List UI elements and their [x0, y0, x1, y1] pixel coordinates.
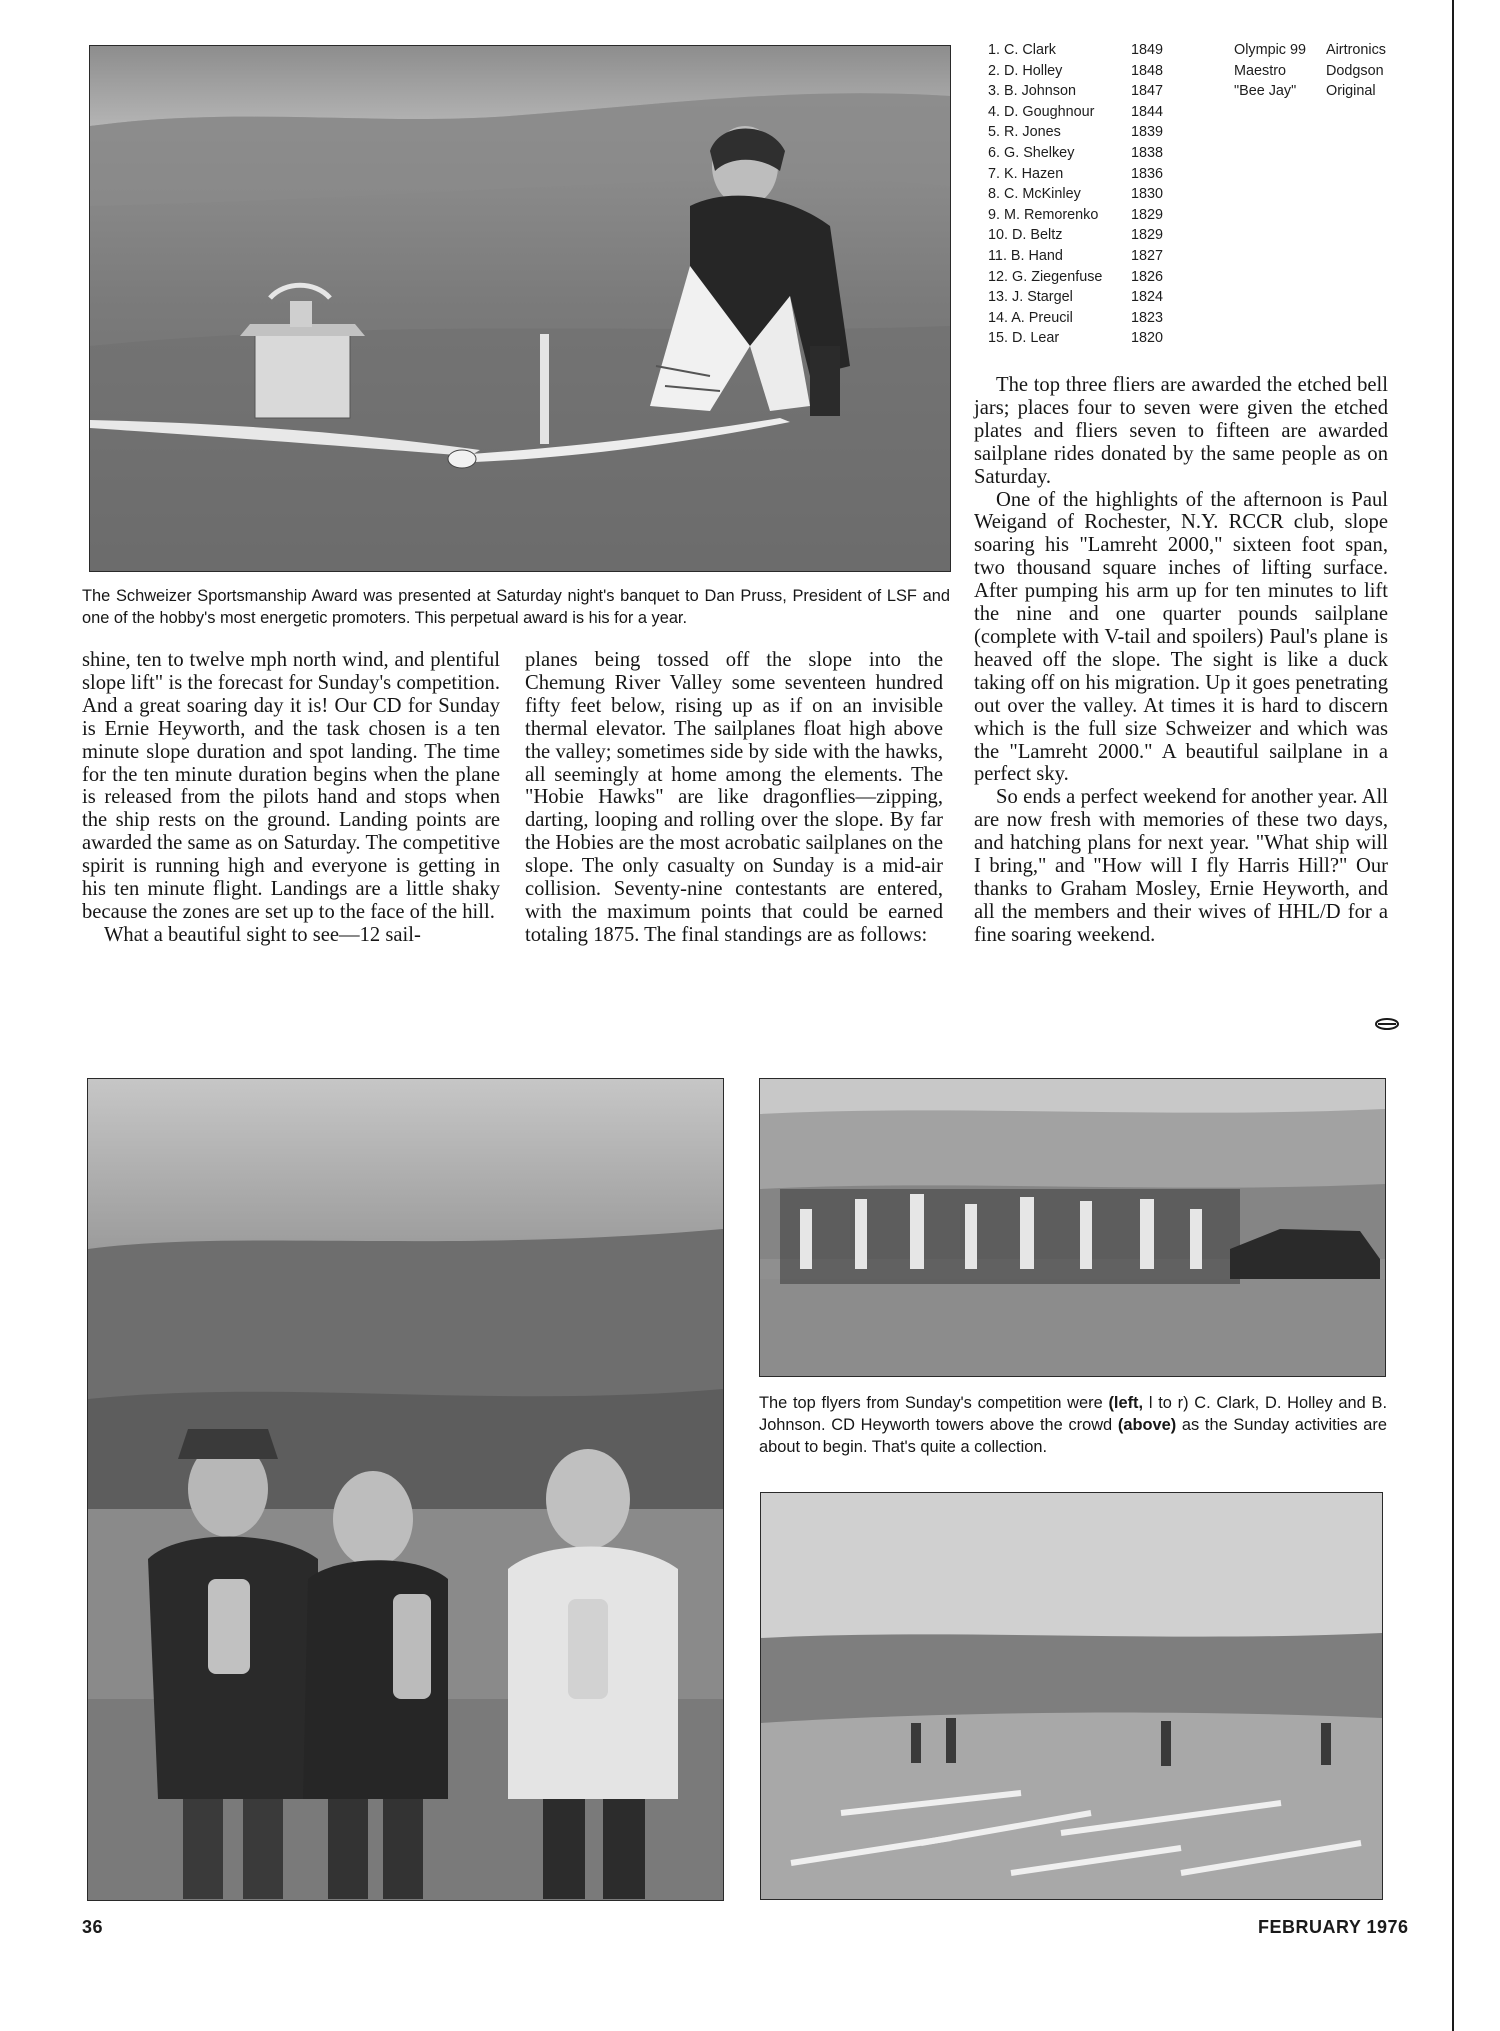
- standings-row: [988, 164, 1183, 185]
- standings-name: 14. A. Preucil: [988, 309, 1073, 326]
- article-column-3: [974, 374, 1388, 947]
- standings-row: [988, 225, 1183, 246]
- plane-maker: Original: [1326, 83, 1376, 100]
- standings-row: [988, 143, 1183, 164]
- standings-score: 1849: [1131, 42, 1164, 58]
- standings-name: 6. G. Shelkey: [988, 144, 1075, 161]
- standings-row: [988, 102, 1183, 123]
- standings-row: [988, 122, 1183, 143]
- article-column-1: [82, 649, 500, 947]
- article-column-2: [525, 649, 943, 947]
- standings-name: 11. B. Hand: [988, 247, 1063, 264]
- standings-score: 1844: [1131, 103, 1164, 120]
- page-number: 36: [82, 1917, 104, 1937]
- col3-paragraph-2: One of the highlights of the afternoon is Paul Weigand of Rochester, N.Y. RCCR club, slope soaring his "Lamreht 2000," sixteen foot span, two thousand square inches of lifting surface. After pumping his arm up for ten minutes to lift the nine and one quarter pounds sailplane (complete with V-tail and spoilers) Paul's plane is heaved off the slope. The sight is like a duck taking off on his migration. Up it goes penetrating out over the valley. At times it is hard to discern which is the full size Schweizer and which was the "Lamreht 2000." A beautiful sailplane in a perfect sky.: [974, 488, 1388, 786]
- standings-name: 12. G. Ziegenfuse: [988, 268, 1103, 285]
- standings-row: [988, 267, 1183, 288]
- standings-name: 15. D. Lear: [988, 330, 1060, 347]
- standings-score: 1838: [1131, 144, 1164, 161]
- page-edge-rule: [1452, 0, 1454, 2031]
- standings-row: [988, 246, 1183, 267]
- plane-name: "Bee Jay": [1234, 83, 1297, 100]
- standings-score: 1827: [1131, 247, 1164, 264]
- photo-award-presentation: [89, 45, 951, 572]
- end-of-article-mark: [1375, 1018, 1399, 1030]
- standings-name: 2. D. Holley: [988, 62, 1063, 79]
- standings-score: 1848: [1131, 62, 1164, 79]
- standings-score: 1823: [1131, 309, 1164, 326]
- plane-maker: Dodgson: [1326, 62, 1384, 79]
- plane-name: Olympic 99: [1234, 42, 1306, 58]
- photo-sailplanes-on-slope: [760, 1492, 1383, 1900]
- standings-row: [988, 184, 1183, 205]
- standings-score: 1820: [1131, 330, 1164, 347]
- standings-score: 1829: [1131, 227, 1164, 244]
- standings-row: [988, 61, 1183, 82]
- caption-award-photo: The Schweizer Sportsmanship Award was presented at Saturday night's banquet to Dan Pruss, President of LSF and one of the hobby's most energetic promoters. This perpetual award is his for a year.: [82, 587, 950, 627]
- standings-row: [988, 308, 1183, 329]
- standings-name: 7. K. Hazen: [988, 165, 1064, 182]
- photo-top-flyers: [87, 1078, 724, 1901]
- plane-row: [1234, 81, 1386, 102]
- standings-score: 1839: [1131, 124, 1164, 141]
- plane-row: [1234, 40, 1386, 61]
- standings-name: 8. C. McKinley: [988, 186, 1081, 203]
- standings-name: 1. C. Clark: [988, 42, 1056, 58]
- col1-paragraph-2: What a beautiful sight to see—12 sail-: [104, 923, 421, 946]
- col3-paragraph-1: The top three fliers are awarded the etched bell jars; places four to seven were given the etched plates and fliers seven to fifteen are awarded sailplane rides donated by the same people as on Saturday.: [974, 374, 1388, 488]
- standings-score: 1829: [1131, 206, 1164, 223]
- standings-score: 1826: [1131, 268, 1164, 285]
- standings-name: 10. D. Beltz: [988, 227, 1063, 244]
- standings-name: 4. D. Goughnour: [988, 103, 1095, 120]
- standings-score: 1824: [1131, 289, 1164, 306]
- standings-name: 9. M. Remorenko: [988, 206, 1099, 223]
- issue-date: FEBRUARY 1976: [1258, 1917, 1409, 1937]
- standings-row: [988, 287, 1183, 308]
- standings-score: 1836: [1131, 165, 1164, 182]
- standings-score: 1830: [1131, 186, 1164, 203]
- standings-name: 5. R. Jones: [988, 124, 1061, 141]
- col1-paragraph: shine, ten to twelve mph north wind, and plentiful slope lift" is the forecast for Sunday's competition. And a great soaring day it is! Our CD for Sunday is Ernie Heyworth, and the task chosen is a ten minute slope duration and spot landing. The time for the ten minute duration begins when the plane is released from the pilots hand and stops when the ship rests on the ground. Landing points are awarded the same as on Saturday. The competitive spirit is running high and everyone is getting in his ten minute flight. Landings are a little shaky because the zones are set up to the face of the hill.: [82, 649, 500, 923]
- standings-row: [988, 205, 1183, 226]
- final-standings-table: [988, 40, 1183, 349]
- standings-score: 1847: [1131, 83, 1164, 100]
- col2-paragraph: planes being tossed off the slope into the Chemung River Valley some seventeen hundred fifty feet below, rising up as if on an invisible thermal elevator. The sailplanes float high above the valley; sometimes side by side with the hawks, all seemingly at home among the elements. The "Hobie Hawks" are like dragonflies—zipping, darting, looping and rolling over the slope. By far the Hobies are the most acrobatic sailplanes on the slope. The only casualty on Sunday is a mid-air collision. Seventy-nine contestants are entered, with the maximum points that could be earned totaling 1875. The final standings are as follows:: [525, 649, 943, 946]
- plane-maker: Airtronics: [1326, 42, 1386, 58]
- winning-planes-table: [1234, 40, 1386, 102]
- standings-name: 3. B. Johnson: [988, 83, 1077, 100]
- caption-top-flyers: The top flyers from Sunday's competition were (left, l to r) C. Clark, D. Holley and B. Johnson. CD Heyworth towers above the crowd (above) as the Sunday activities are about to begin. That's quite a collection.: [759, 1394, 1387, 1456]
- plane-name: Maestro: [1234, 62, 1286, 79]
- standings-name: 13. J. Stargel: [988, 289, 1073, 306]
- plane-row: [1234, 61, 1386, 82]
- photo-sunday-crowd: [759, 1078, 1386, 1377]
- col3-paragraph-3: So ends a perfect weekend for another year. All are now fresh with memories of these two days, and hatching plans for next year. "What ship will I bring," and "How will I fly Harris Hill?" Our thanks to Graham Mosley, Ernie Heyworth, and all the members and their wives of HHL/D for a fine soaring weekend.: [974, 786, 1388, 946]
- standings-row: [988, 328, 1183, 349]
- standings-row: [988, 81, 1183, 102]
- standings-row: [988, 40, 1183, 61]
